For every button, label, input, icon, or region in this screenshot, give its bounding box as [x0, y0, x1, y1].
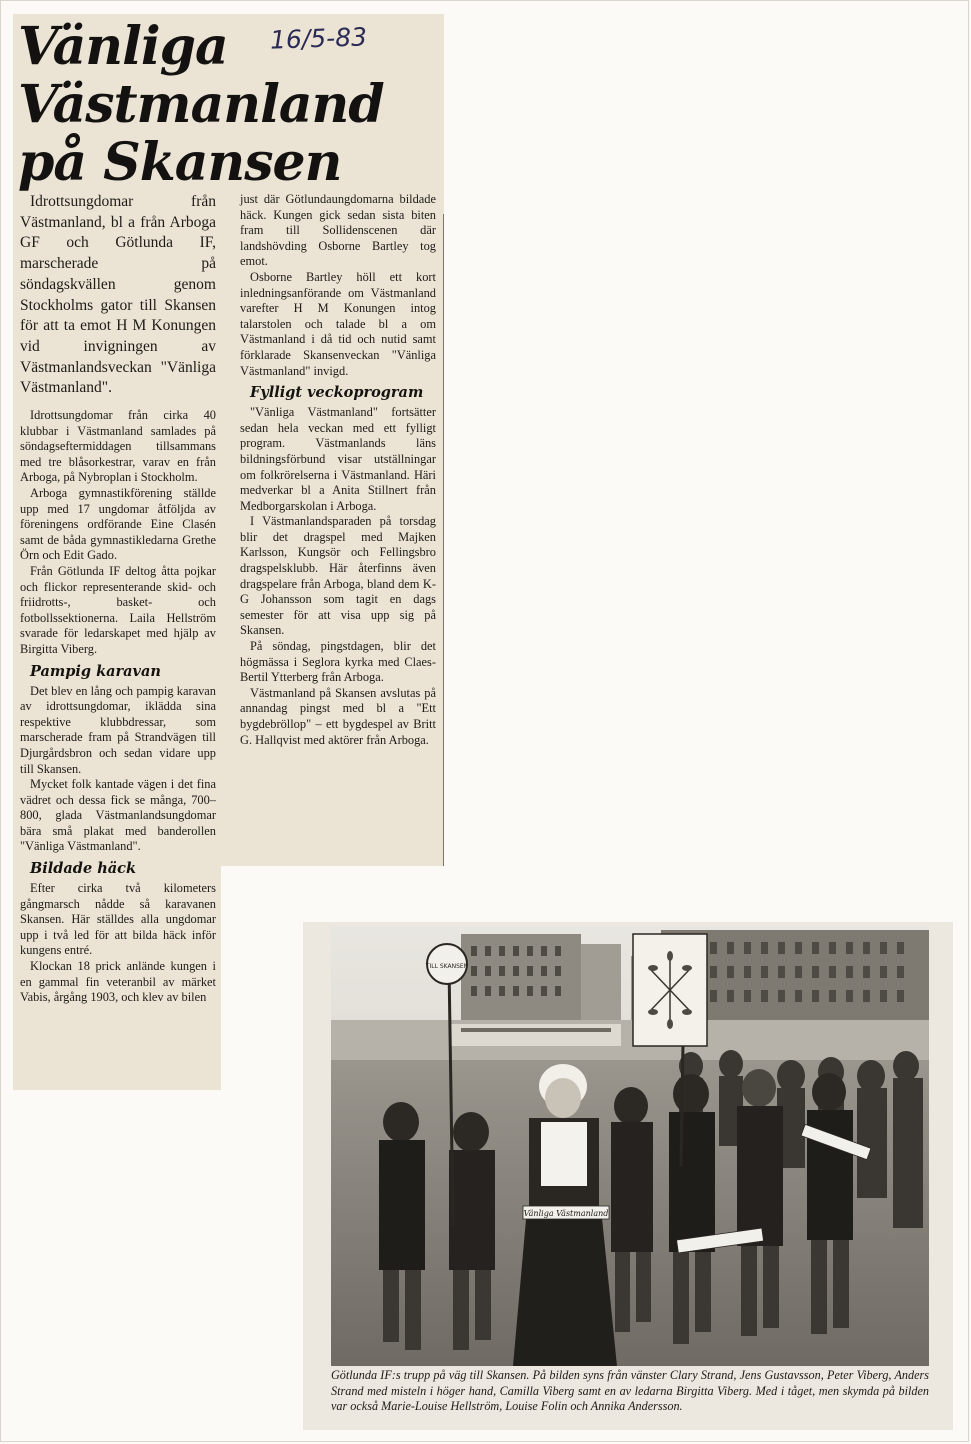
- sign-text: TILL SKANSEN: [425, 963, 469, 970]
- article-column-2: [240, 192, 436, 748]
- body-paragraph: Idrottsungdomar från cirka 40 klubbar i Västmanland samlades på söndagseftermiddagen tillsammans med tre blåsorkestrar, varav en från Arboga, på Nybroplan i Stockholm.: [20, 408, 216, 485]
- photo-caption: Götlunda IF:s trupp på väg till Skansen. På bilden syns från vänster Clary Strand, Jens Gustavsson, Peter Viberg, Anders Strand med misteln i höger hand, Camilla Viberg samt en av ledarna Birgitta Viberg. Med i tåget, men skymda på bilden var också Marie-Louise Hellström, Louise Folin och Annika Andersson.: [331, 1368, 929, 1414]
- body-paragraph: Efter cirka två kilometers gångmarsch nådde så karavanen Skansen. Här ställdes alla ungdomar upp i två led för att bilda häck inför kungens entré.: [20, 881, 216, 958]
- subheading-pampig-karavan: Pampig karavan: [30, 662, 161, 680]
- parade-photo: [331, 926, 929, 1366]
- steamboat: [451, 1024, 621, 1046]
- headline-line-2: Västmanland: [18, 74, 384, 135]
- body-paragraph: Det blev en lång och pampig karavan av idrottsungdomar, iklädda sina respektive klubbdressar, som marscherade fram på Strandvägen till Djurgårdsbron och sedan vidare upp till Skansen.: [20, 683, 216, 776]
- subheading-bildade-hack: Bildade häck: [30, 860, 137, 878]
- headline: [18, 18, 438, 192]
- photo-clipping: [303, 922, 953, 1430]
- body-paragraph: På söndag, pingstdagen, blir det högmässa i Seglora kyrka med Claes-Bertil Ytterberg från Arboga.: [240, 639, 436, 685]
- body-paragraph: just där Götlundaungdomarna bildade häck. Kungen gick sedan sista biten fram till Sollidenscenen där landshövding Osborne Bartley tog emot.: [240, 192, 436, 269]
- headline-line-1: Vänliga: [18, 16, 228, 77]
- body-paragraph: Osborne Bartley höll ett kort inledningsanförande om Västmanland varefter H M Konungen intog talarstolen och talade bl a om Västmanland i då tid och nutid samt förklarade Skansenveckan "Vänliga Västmanland" invigd.: [240, 269, 436, 378]
- body-paragraph: Arboga gymnastikförening ställde upp med 17 ungdomar åtföljda av föreningens ordförande Eine Clasén samt de båda gymnastikledarna Grethe Örn och Edit Gado.: [20, 486, 216, 563]
- handwritten-date: 16/5-83: [269, 22, 368, 55]
- lead-paragraph: Idrottsungdomar från Västmanland, bl a från Arboga GF och Götlunda IF, marscherade på söndagskvällen genom Stockholms gator till Skansen för att ta emot H M Konungen vid invigningen av Västmanlandsveckan "Vänliga Västmanland".: [20, 193, 216, 397]
- body-paragraph: Klockan 18 prick anlände kungen i en gammal fin veteranbil av märket Vabis, årgång 1903, och klev av bilen: [20, 959, 216, 1005]
- body-paragraph: "Vänliga Västmanland" fortsätter sedan hela veckan med ett fylligt program. Västmanlands läns bildningsförbund visar utställningar om folkrörelserna i Västmanland. Häri medverkar bl a Anita Stillnert från Medborgarskolan i Arboga.: [240, 405, 436, 513]
- clipping-edge-line: [443, 214, 444, 866]
- harbour-water: [331, 1020, 929, 1060]
- subheading-fylligt-veckoprogram: Fylligt veckoprogram: [250, 384, 424, 402]
- body-paragraph: Från Götlunda IF deltog åtta pojkar och flickor representerande skid- och friidrotts-, basket- och fotbollssektionerna. Laila Hellström svarade för ledarskapet med hjälp av Birgitta Viberg.: [20, 563, 216, 656]
- body-paragraph: I Västmanlandsparaden på torsdag blir det dragspel med Majken Karlsson, Kungsör och Fellingsbro dragspelsklubb. Här återfinns även dragspelare från Arboga, bland dem K-G Johansson som tagit en dags semester för att visa upp sig på Skansen.: [240, 514, 436, 638]
- body-paragraph: Mycket folk kantade vägen i det fina vädret och dessa fick se många, 700–800, glada Västmanlandsungdomar bära små plakat med banderollen "Vänliga Västmanland".: [20, 777, 216, 854]
- headline-line-3: på Skansen: [18, 132, 342, 193]
- body-paragraph: Västmanland på Skansen avslutas på annandag pingst med bl a "Ett bygdebröllop" – ett bygdespel av Britt G. Hallqvist med aktörer från Arboga.: [240, 685, 436, 747]
- banner-text: Vänliga Västmanland: [523, 1209, 609, 1218]
- article-column-1: [20, 192, 216, 1006]
